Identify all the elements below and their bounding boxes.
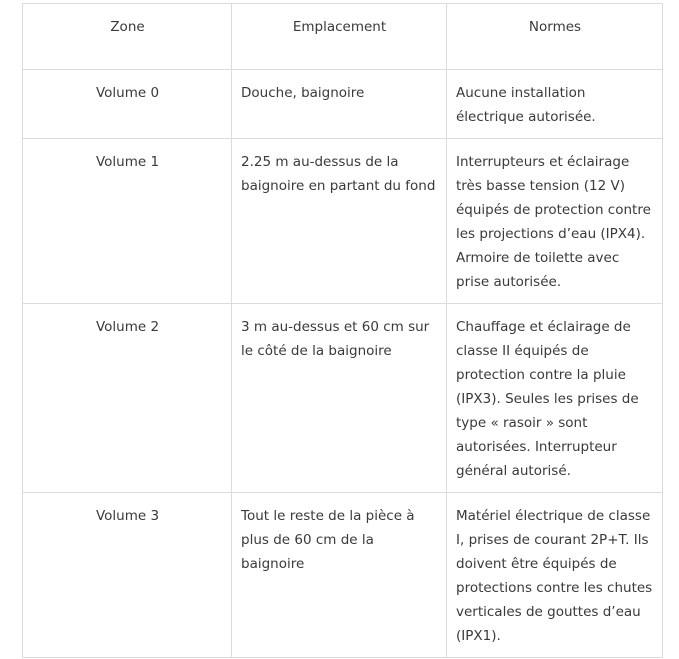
cell-normes: Chauffage et éclairage de classe II équipés de protection contre la pluie (IPX3). Seules les prises de type « rasoir » sont autorisées. Interrupteur général autorisé.	[447, 304, 663, 493]
cell-zone: Volume 2	[23, 304, 232, 493]
cell-normes: Matériel électrique de classe I, prises de courant 2P+T. Ils doivent être équipés de protections contre les chutes verticales de gouttes d’eau (IPX1).	[447, 493, 663, 658]
header-normes: Normes	[447, 4, 663, 70]
table-row	[23, 70, 663, 139]
cell-emplacement: Douche, baignoire	[232, 70, 447, 139]
cell-zone: Volume 1	[23, 139, 232, 304]
table-row	[23, 139, 663, 304]
cell-emplacement: Tout le reste de la pièce à plus de 60 cm de la baignoire	[232, 493, 447, 658]
cell-emplacement: 3 m au-dessus et 60 cm sur le côté de la baignoire	[232, 304, 447, 493]
bathroom-zones-table-container	[22, 3, 662, 658]
cell-emplacement: 2.25 m au-dessus de la baignoire en partant du fond	[232, 139, 447, 304]
cell-normes: Aucune installation électrique autorisée.	[447, 70, 663, 139]
table-row	[23, 304, 663, 493]
header-row	[23, 4, 663, 70]
header-emplacement: Emplacement	[232, 4, 447, 70]
cell-zone: Volume 3	[23, 493, 232, 658]
cell-zone: Volume 0	[23, 70, 232, 139]
cell-normes: Interrupteurs et éclairage très basse tension (12 V) équipés de protection contre les projections d’eau (IPX4). Armoire de toilette avec prise autorisée.	[447, 139, 663, 304]
header-zone: Zone	[23, 4, 232, 70]
table-row	[23, 493, 663, 658]
bathroom-zones-table	[22, 3, 663, 658]
